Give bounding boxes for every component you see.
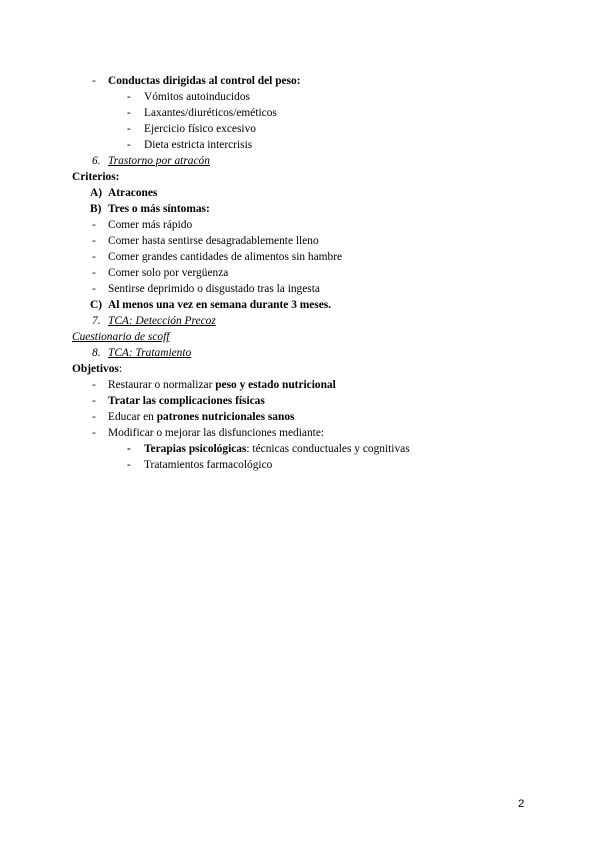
control-peso-heading: Conductas dirigidas al control del peso: bbox=[108, 75, 301, 87]
bullet-dash: - bbox=[127, 123, 131, 135]
criterion-text: Al menos una vez en semana durante 3 meses. bbox=[108, 299, 332, 311]
bullet-dash: - bbox=[127, 91, 131, 103]
criterion-letter: B) bbox=[90, 203, 102, 215]
list-item: Tratamientos farmacológico bbox=[144, 459, 273, 471]
criterion-text: Atracones bbox=[108, 187, 158, 199]
bullet-dash: - bbox=[92, 75, 96, 87]
bullet-dash: - bbox=[92, 379, 96, 391]
bullet-dash: - bbox=[92, 283, 96, 295]
list-item bbox=[108, 410, 294, 424]
bullet-dash: - bbox=[92, 427, 96, 439]
section-title: TCA: Tratamiento bbox=[108, 347, 192, 359]
objetivos-colon: : bbox=[118, 363, 122, 375]
list-item: Comer solo por vergüenza bbox=[108, 267, 229, 279]
bullet-dash: - bbox=[92, 235, 96, 247]
list-item: Vómitos autoinducidos bbox=[144, 91, 250, 103]
list-item: Dieta estricta intercrisis bbox=[144, 139, 253, 151]
list-item: Modificar o mejorar las disfunciones mediante: bbox=[108, 427, 325, 439]
section-number: 7. bbox=[92, 315, 101, 327]
criterion-letter: C) bbox=[90, 299, 103, 311]
bullet-dash: - bbox=[92, 251, 96, 263]
bullet-dash: - bbox=[92, 267, 96, 279]
bullet-dash: - bbox=[127, 459, 131, 471]
list-item bbox=[108, 378, 336, 392]
list-item: Sentirse deprimido o disgustado tras la ingesta bbox=[108, 283, 320, 295]
list-item: Comer hasta sentirse desagradablemente lleno bbox=[108, 235, 319, 247]
item-bold: peso y estado nutricional bbox=[215, 379, 336, 391]
list-item: Ejercicio físico excesivo bbox=[144, 123, 256, 135]
page-number: 2 bbox=[518, 798, 525, 810]
bullet-dash: - bbox=[92, 395, 96, 407]
section-title: Trastorno por atracón bbox=[108, 155, 210, 167]
cuestionario-link: Cuestionario de scoff bbox=[72, 331, 170, 343]
bullet-dash: - bbox=[127, 443, 131, 455]
list-item bbox=[144, 442, 410, 456]
bullet-dash: - bbox=[92, 219, 96, 231]
objetivos-heading bbox=[72, 362, 122, 376]
item-bold: Terapias psicológicas bbox=[144, 443, 247, 455]
bullet-dash: - bbox=[92, 411, 96, 423]
list-item: Tratar las complicaciones físicas bbox=[108, 395, 265, 407]
bullet-dash: - bbox=[127, 139, 131, 151]
section-number: 8. bbox=[92, 347, 101, 359]
list-item: Laxantes/diuréticos/eméticos bbox=[144, 107, 277, 119]
item-bold: patrones nutricionales sanos bbox=[156, 411, 295, 423]
bullet-dash: - bbox=[127, 107, 131, 119]
section-title: TCA: Detección Precoz bbox=[108, 315, 216, 327]
item-text: Educar en bbox=[108, 411, 157, 423]
item-text: : técnicas conductuales y cognitivas bbox=[246, 443, 410, 455]
objetivos-label: Objetivos bbox=[72, 363, 119, 375]
item-text: Restaurar o normalizar bbox=[108, 379, 216, 391]
list-item: Comer grandes cantidades de alimentos sin hambre bbox=[108, 251, 343, 263]
criterios-label: Criterios: bbox=[72, 171, 120, 183]
section-number: 6. bbox=[92, 155, 101, 167]
list-item: Comer más rápido bbox=[108, 219, 193, 231]
criterion-letter: A) bbox=[90, 187, 103, 199]
criterion-text: Tres o más síntomas: bbox=[108, 203, 210, 215]
